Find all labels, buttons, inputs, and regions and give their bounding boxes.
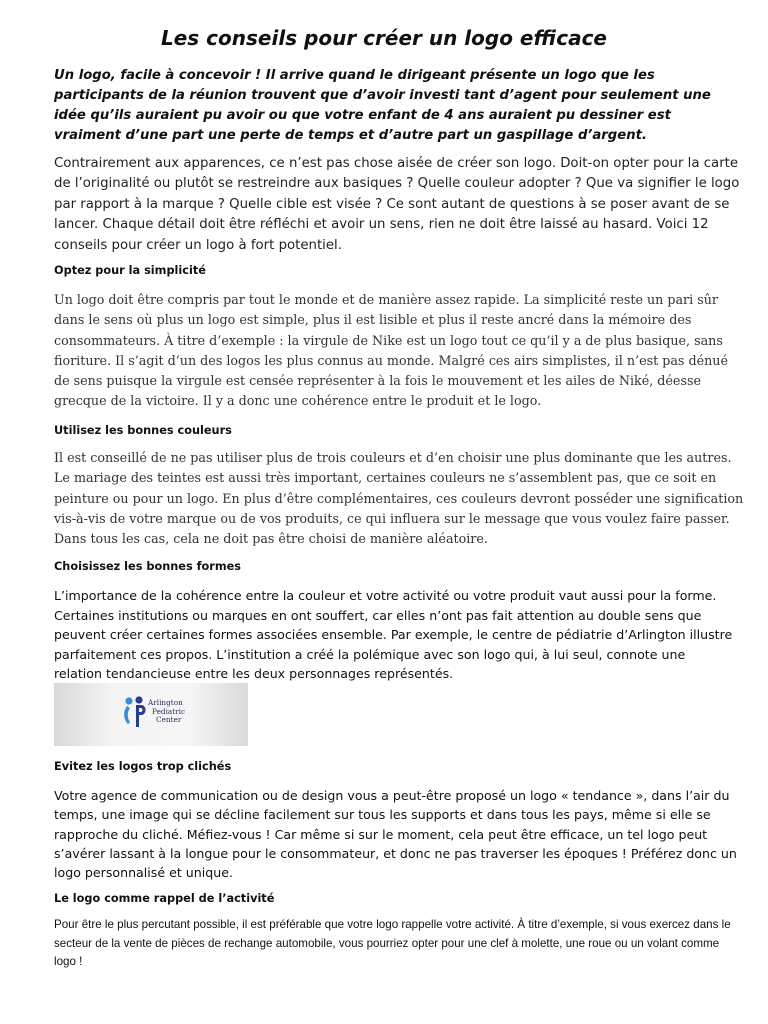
section-text-colors: Il est conseillé de ne pas utiliser plus de trois couleurs et d’en choisir une plus dominante que les autres. Le mariage des teintes est aussi très important, certaines couleurs ne s’assemblent pas, que ce soit en peinture ou pour un logo. En plus d’être complémentaires, ces couleurs devront posséder une signification vis-à-vis de votre marque ou de vos produits, ce qui influera sur le message que vous voulez faire passer. Dans tous les cas, cela ne doit pas être choisi de manière aléatoire. — [54, 450, 744, 547]
logo-line-pediatric: Pediatric — [152, 706, 186, 716]
section-text-simplicity: Un logo doit être compris par tout le monde et de manière assez rapide. La simplicité reste un pari sûr dans le sens où plus un logo est simple, plus il est lisible et plus il reste ancré dans la mémoire des consommateurs. À titre d’exemple : la virgule de Nike est un logo tout ce qu’il y a de plus basique, sans fioriture. Il s’agit d’un des logos les plus connus au monde. Malgré ces airs simplistes, il n’est pas dénué de sens puisque la virgule est censée représenter à la fois le mouvement et les ailes de Niké, déesse grecque de la victoire. Il y a donc une cohérence entre le produit et le logo. — [54, 292, 728, 409]
section-heading-colors: Utilisez les bonnes couleurs — [54, 424, 232, 437]
arlington-logo-image — [54, 683, 248, 746]
intro-paragraph: Un logo, facile à concevoir ! Il arrive quand le dirigeant présente un logo que les participants de la réunion trouvent que d’avoir investi tant d’agent pour seulement une idée qu’ils auraient pu avoir ou que votre enfant de 4 ans auraient pu dessiner est vraiment d’une part une perte de temps et d’autre part un gaspillage d’argent. — [54, 68, 711, 143]
section-heading-simplicity: Optez pour la simplicité — [54, 264, 206, 277]
arlington-pediatric-logo-icon — [122, 695, 148, 731]
section-text-activity: Pour être le plus percutant possible, il est préférable que votre logo rappelle votre activité. À titre d’exemple, si vous exercez dans le secteur de la vente de pièces de rechange automobile, vous pourriez opter pour une clef à molette, une roue ou un volant comme logo ! — [54, 918, 731, 968]
logo-wordmark — [148, 699, 218, 725]
logo-line-arlington: Arlington — [148, 698, 183, 707]
page-title: Les conseils pour créer un logo efficace — [161, 26, 607, 50]
section-heading-cliches: Evitez les logos trop clichés — [54, 760, 232, 773]
section-heading-shapes: Choisissez les bonnes formes — [54, 560, 242, 573]
logo-line-center: Center — [156, 715, 182, 725]
section-heading-activity: Le logo comme rappel de l’activité — [54, 892, 275, 905]
opening-paragraph: Contrairement aux apparences, ce n’est pas chose aisée de créer son logo. Doit-on opter pour la carte de l’originalité ou plutôt se restreindre aux basiques ? Quelle couleur adopter ? Que va signifier le logo par rapport à la marque ? Quelle cible est visée ? Ce sont autant de questions à se poser avant de se lancer. Chaque détail doit être réfléchi et avoir un sens, rien ne doit être laissé au hasard. Voici 12 conseils pour créer un logo à fort potentiel. — [54, 156, 740, 253]
section-text-cliches: Votre agence de communication ou de design vous a peut-être proposé un logo « tendance », dans l’air du temps, une image qui se décline facilement sur tous les supports et dans tous les pays, même si elle se rapproche du cliché. Méfiez-vous ! Car même si sur le moment, cela peut être efficace, un tel logo peut s’avérer lassant à la longue pour le consommateur, et donc ne pas traverser les époques ! Préférez donc un logo personnalisé et unique. — [54, 788, 737, 881]
section-text-shapes: L’importance de la cohérence entre la couleur et votre activité ou votre produit vaut aussi pour la forme. Certaines institutions ou marques en ont souffert, car elles n’ont pas fait attention au double sens que peuvent créer certaines formes associées ensemble. Par exemple, le centre de pédiatrie d’Arlington illustre parfaitement ces propos. L’institution a créé la polémique avec son logo qui, à lui seul, connote une relation tendancieuse entre les deux personnages représentés. — [54, 588, 733, 681]
